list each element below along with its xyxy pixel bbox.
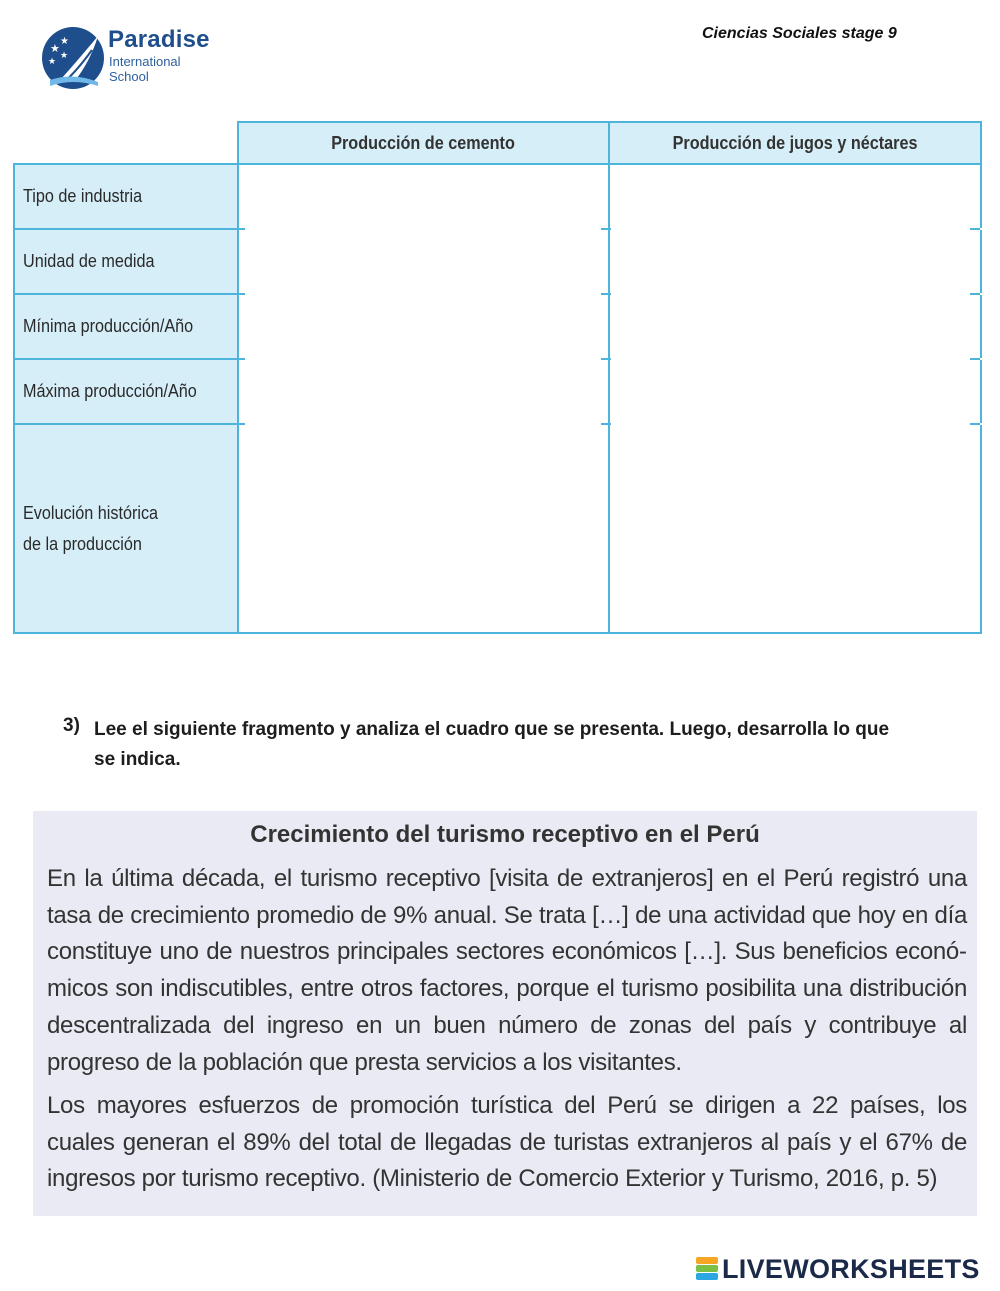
reading-paragraph-2: Los mayores esfuerzos de promoción turística del Perú se dirigen a 22 países, los cuales generan el 89% del total de llegadas de turistas extranjeros al país y el 67% de ingresos por turismo receptivo. (Ministerio de Comercio Exterior y Turismo, 2016, p. 5) [47, 1092, 967, 1193]
svg-text:★: ★ [60, 51, 69, 61]
stage-label: Ciencias Sociales stage 9 [702, 25, 897, 42]
reading-box [33, 811, 977, 1216]
answer-cell-cement-max-production[interactable] [238, 359, 609, 424]
row-header-industry-type: Tipo de industria [14, 164, 238, 229]
answer-cell-juices-unit[interactable] [609, 229, 981, 294]
row-tick [601, 228, 611, 230]
row-tick [235, 293, 245, 295]
liveworksheets-logo-icon [696, 1257, 718, 1281]
row-header-max-production: Máxima producción/Año [14, 359, 238, 424]
row-header-line-2: de la producción [23, 533, 142, 554]
school-name: Paradise [108, 26, 210, 53]
row-tick [235, 228, 245, 230]
answer-cell-juices-industry-type[interactable] [609, 164, 981, 229]
row-tick [235, 358, 245, 360]
svg-text:★: ★ [48, 57, 57, 67]
answer-cell-juices-historical-evolution[interactable] [609, 424, 981, 633]
row-header-unit: Unidad de medida [14, 229, 238, 294]
svg-text:★: ★ [60, 36, 69, 47]
school-subtitle-1: International [109, 54, 181, 69]
school-subtitle-2: School [109, 69, 149, 84]
reading-paragraph-1: En la última década, el turismo receptivo [visita de extranjeros] en el Perú registró una tasa de crecimiento promedio de 9% anual. Se trata […] de una actividad que hoy en día constituye uno de nuestros principales sectores económicos […]. Sus beneficios económicos son indiscutibles, entre otros factores, porque el turismo posibilita una distribución descentralizada del ingreso en un buen número de zonas del país y contribuye al progreso de la población que presta servicios a los visitantes. [47, 865, 967, 1076]
school-logo [40, 18, 240, 98]
answer-cell-juices-max-production[interactable] [609, 359, 981, 424]
svg-text:★: ★ [50, 42, 60, 55]
row-tick [601, 293, 611, 295]
row-tick [970, 423, 980, 425]
row-header-historical-evolution [14, 424, 238, 633]
row-tick [970, 228, 980, 230]
row-tick [235, 423, 245, 425]
question-number: 3) [63, 715, 80, 736]
answer-cell-cement-min-production[interactable] [238, 294, 609, 359]
row-tick [601, 423, 611, 425]
answer-cell-cement-unit[interactable] [238, 229, 609, 294]
brand-text: LIVEWORKSHEETS [722, 1254, 980, 1284]
row-tick [970, 293, 980, 295]
row-header-min-production: Mínima producción/Año [14, 294, 238, 359]
school-emblem-icon [40, 22, 106, 94]
row-header-line-1: Evolución histórica [23, 502, 159, 523]
comparison-table [13, 121, 980, 634]
answer-cell-cement-industry-type[interactable] [238, 164, 609, 229]
row-tick [970, 358, 980, 360]
question-text: Lee el siguiente fragmento y analiza el cuadro que se presenta. Luego, desarrolla lo que se indica. [94, 719, 890, 770]
column-header-juices: Producción de jugos y néctares [609, 122, 981, 164]
row-tick [601, 358, 611, 360]
table-corner [14, 122, 238, 164]
answer-cell-cement-historical-evolution[interactable] [238, 424, 609, 633]
answer-cell-juices-min-production[interactable] [609, 294, 981, 359]
column-header-cement: Producción de cemento [238, 122, 609, 164]
reading-title: Crecimiento del turismo receptivo en el Perú [250, 821, 760, 848]
